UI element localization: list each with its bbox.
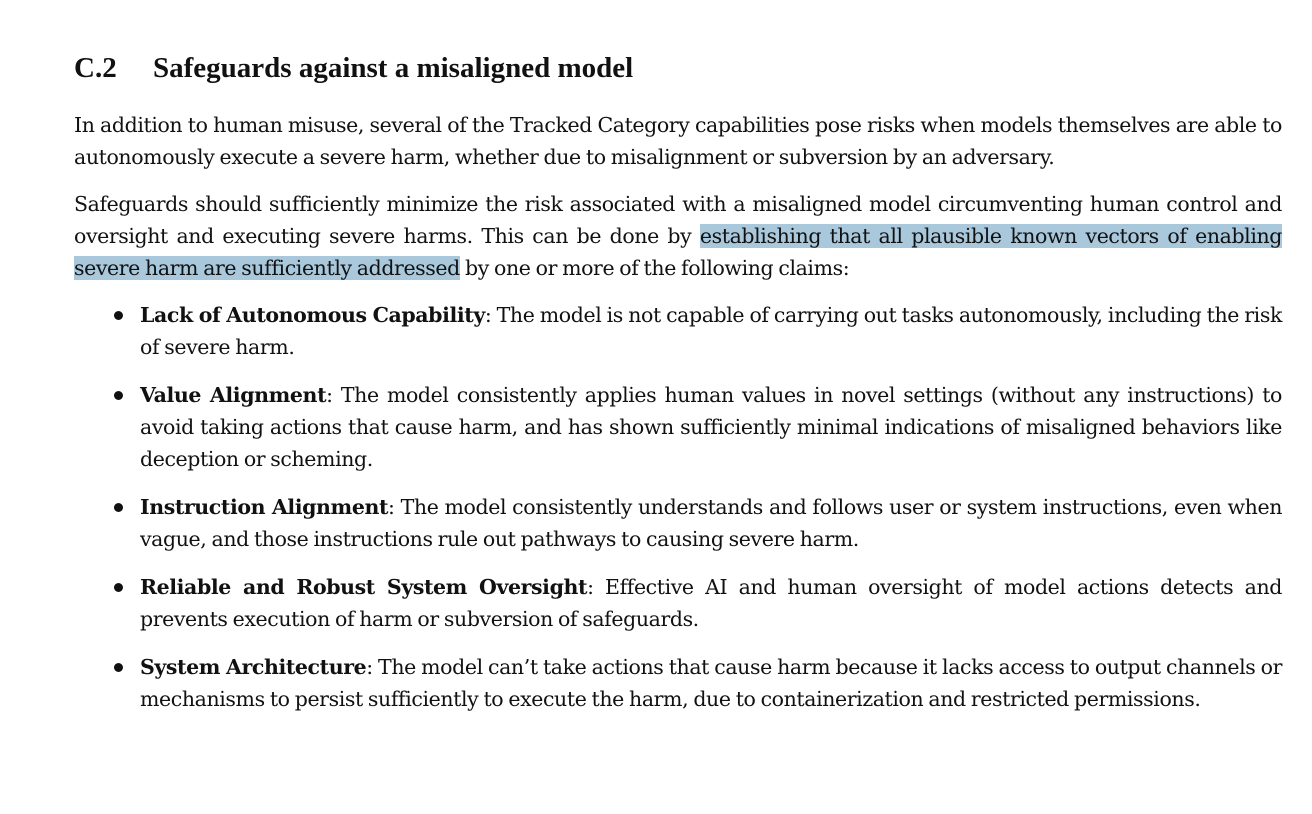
claim-description: : The model is not capable of carrying out tasks autonomously, including the risk of severe harm. [140,303,1282,359]
claim-name: System Architecture [140,655,367,679]
bullet-icon [114,391,123,400]
paragraph-text-before-highlight: Safeguards should sufficiently minimize the risk associated with a misaligned model circumventing human control and oversight and executing severe harms. This can be done by [74,192,1282,248]
list-item [74,379,1282,475]
intro-paragraph: In addition to human misuse, several of the Tracked Category capabilities pose risks when models themselves are able to autonomously execute a severe harm, whether due to misalignment or subversion by an adversary. [74,113,1282,169]
bullet-icon [114,503,123,512]
document-page [74,46,1282,731]
highlighted-text[interactable]: establishing that all plausible known vectors of enabling severe harm are sufficiently addressed [74,224,1283,280]
claims-list [74,299,1282,715]
section-title: Safeguards against a misaligned model [153,52,634,84]
claim-description: : The model can’t take actions that cause harm because it lacks access to output channels or mechanisms to persist sufficiently to execute the harm, due to containerization and restricted permissions. [140,655,1282,711]
paragraph-text-after-highlight: by one or more of the following claims: [459,256,850,280]
claim-description: : The model consistently applies human values in novel settings (without any instructions) to avoid taking actions that cause harm, and has shown sufficiently minimal indications of misaligned behaviors like deception or scheming. [140,383,1282,471]
claim-name: Value Alignment [140,383,327,407]
list-item [74,299,1282,363]
section-heading [74,46,1282,90]
safeguards-paragraph [74,188,1282,284]
section-number: C.2 [74,52,117,84]
bullet-icon [114,663,123,672]
bullet-icon [114,583,123,592]
claim-name: Lack of Autonomous Capability [140,303,485,327]
claim-description: : Effective AI and human oversight of model actions detects and prevents execution of harm or subversion of safeguards. [140,575,1282,631]
list-item [74,571,1282,635]
claim-name: Instruction Alignment [140,495,389,519]
list-item [74,651,1282,715]
bullet-icon [114,311,123,320]
claim-description: : The model consistently understands and follows user or system instructions, even when vague, and those instructions rule out pathways to causing severe harm. [140,495,1282,551]
claim-name: Reliable and Robust System Oversight [140,575,588,599]
list-item [74,491,1282,555]
